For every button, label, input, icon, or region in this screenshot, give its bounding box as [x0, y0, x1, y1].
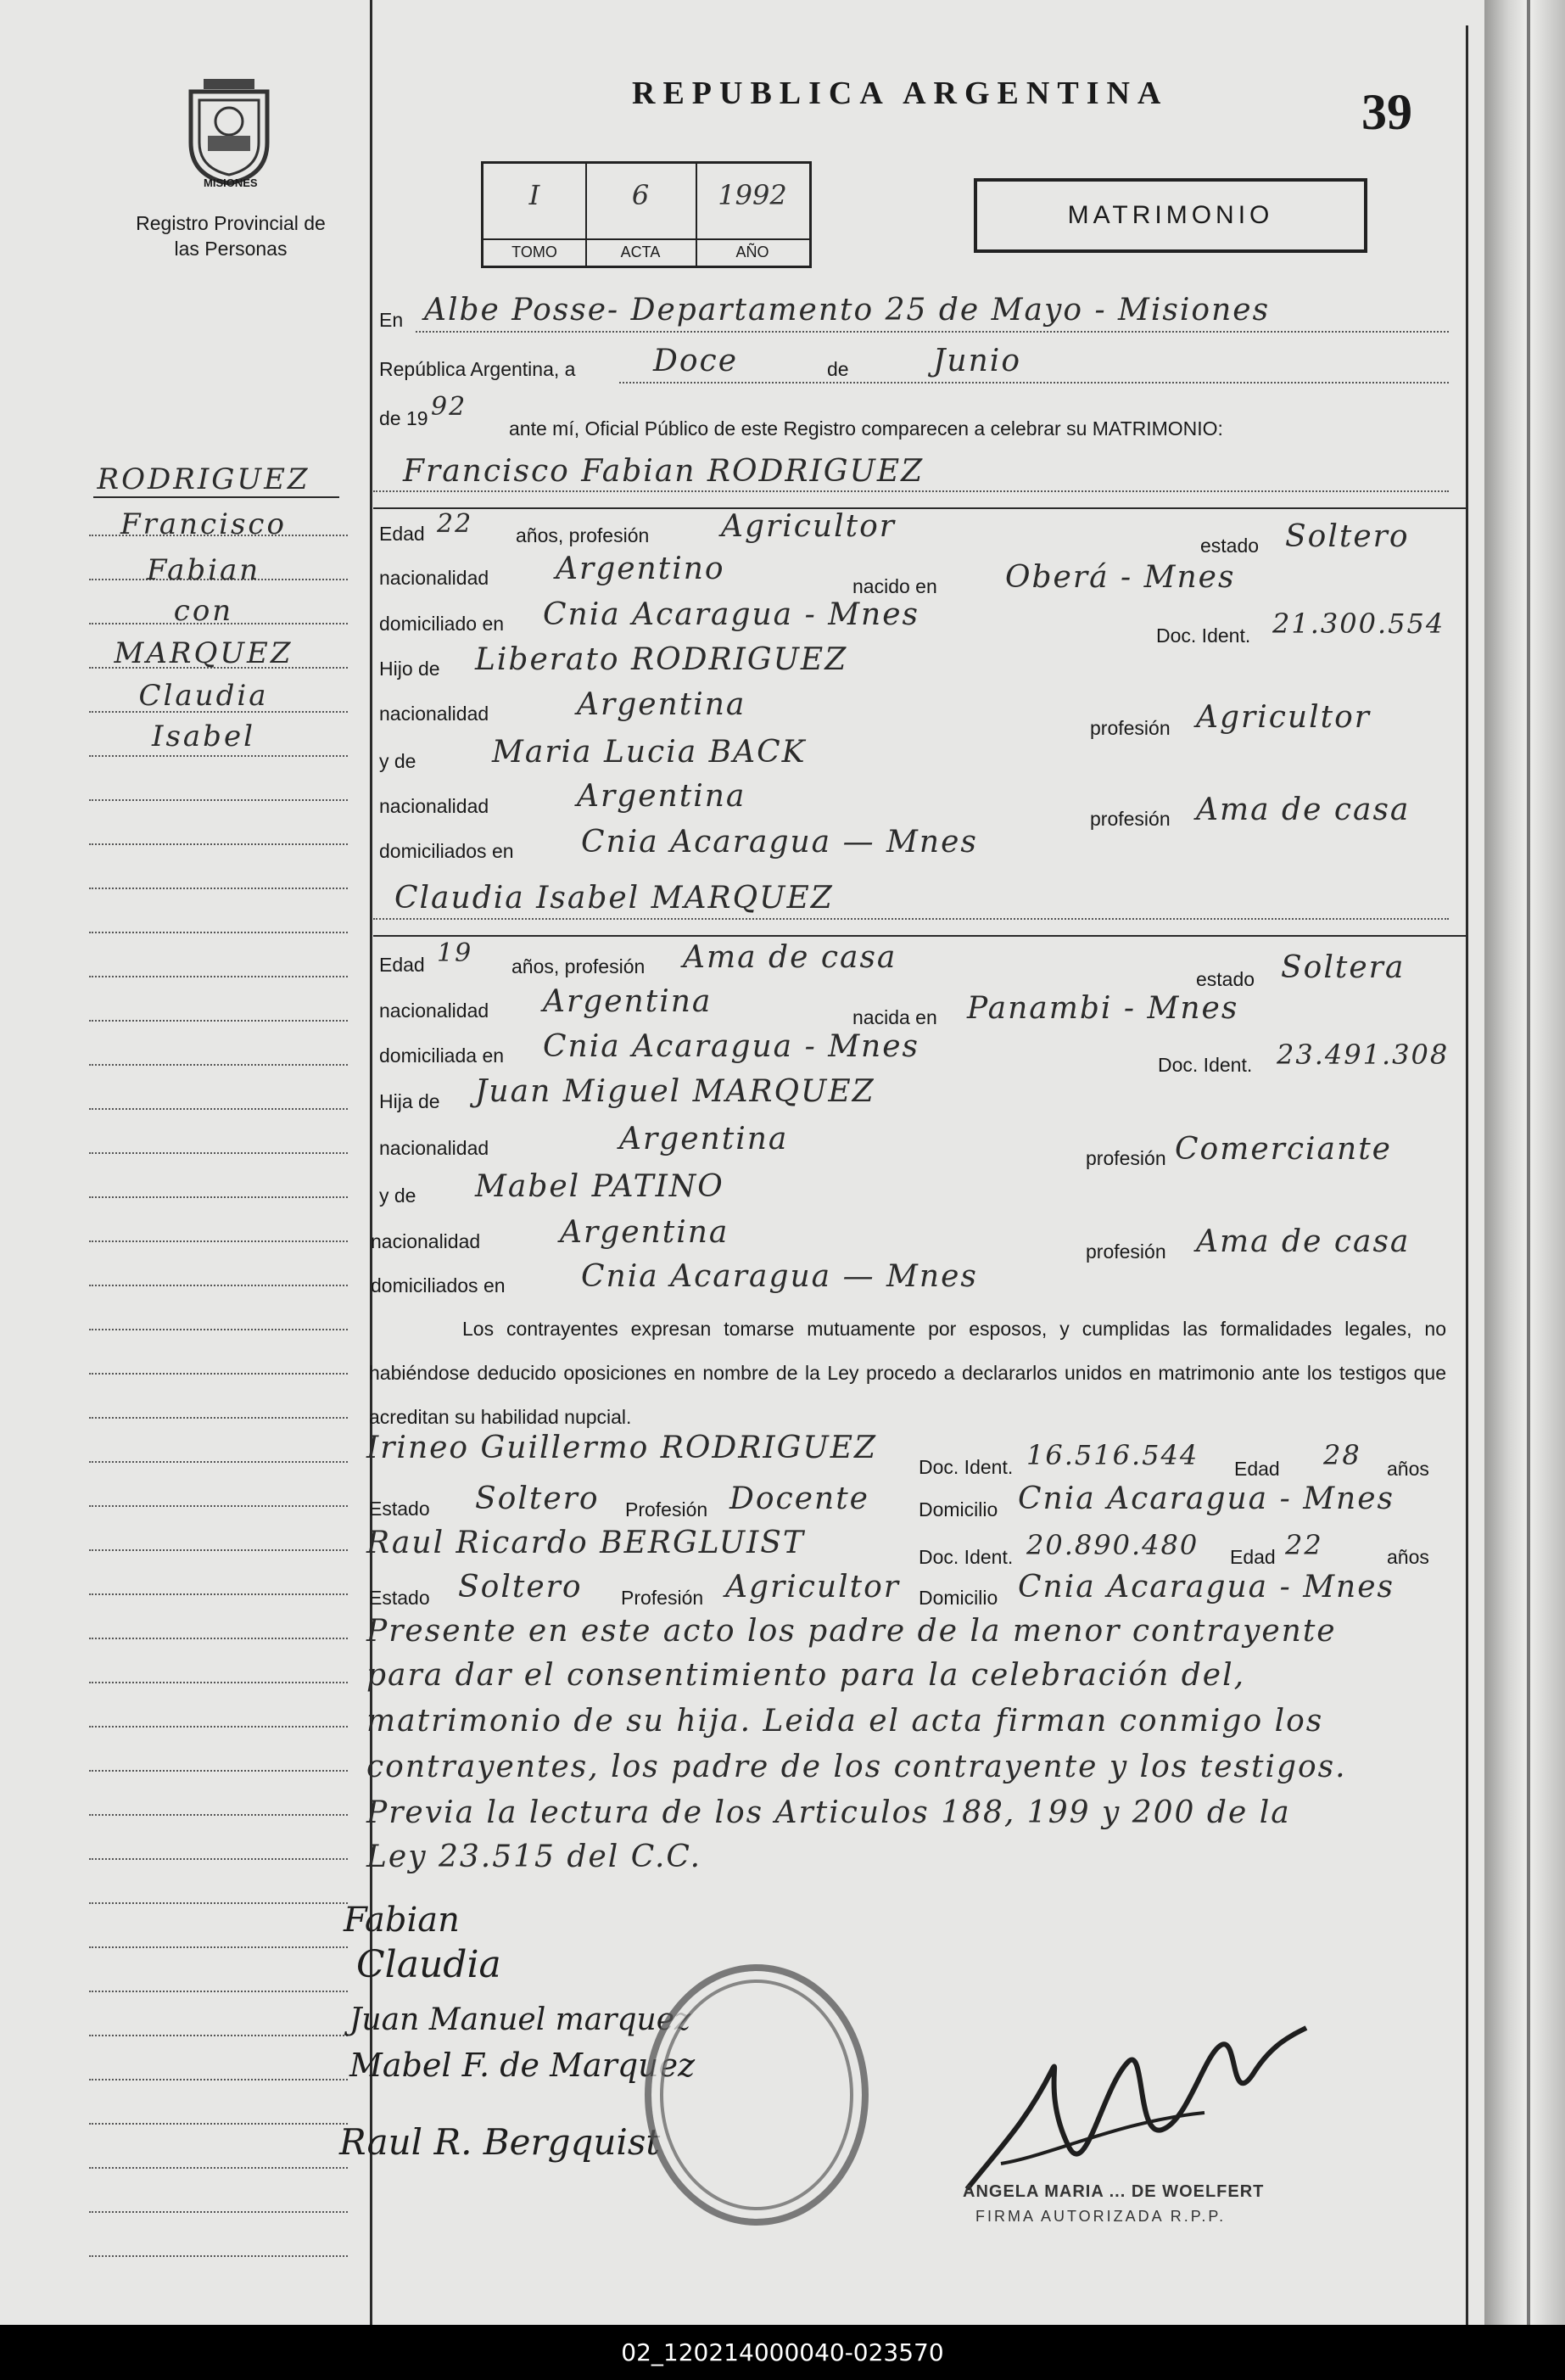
witness2-dom-label: Domicilio — [919, 1587, 998, 1609]
groom-nac: Argentino — [556, 552, 725, 586]
witness2-anos-label: años — [1387, 1546, 1429, 1568]
bride-parents-dom: Cnia Acaragua — Mnes — [581, 1259, 978, 1294]
groom-doc: 21.300.554 — [1272, 608, 1445, 640]
bride-parents-dom-label: domiciliados en — [371, 1274, 506, 1296]
bride-nacida: Panambi - Mnes — [967, 991, 1239, 1026]
intro-text: ante mí, Oficial Público de este Registro comparecen a celebrar su MATRIMONIO: — [509, 417, 1223, 440]
date-line — [619, 382, 1449, 384]
witness2-doc: 20.890.480 — [1026, 1529, 1199, 1561]
margin-ruled-line — [89, 1152, 348, 1154]
witness1-name: Irineo Guillermo RODRIGUEZ — [366, 1431, 878, 1465]
witness2-prof-label: Profesión — [621, 1587, 704, 1609]
groom-nacido: Oberá - Mnes — [1005, 560, 1236, 595]
acta-value: 6 — [631, 179, 650, 211]
groom-father: Liberato RODRIGUEZ — [475, 642, 848, 677]
margin-ruled-line — [89, 1240, 348, 1242]
margin-note-line: Isabel — [152, 720, 255, 753]
margin-ruled-line — [89, 2079, 348, 2080]
margin-note-line: RODRIGUEZ — [97, 462, 310, 496]
bride-mother: Mabel PATINO — [475, 1169, 724, 1204]
groom-doc-label: Doc. Ident. — [1156, 624, 1251, 647]
groom-edad-label: Edad — [379, 523, 425, 545]
declaration-text: Los contrayentes expresan tomarse mutuamente por esposos, y cumplidas las formalidades legales, no habiéndose deducido oposiciones en nombre de la Ley procedo a declararlos unidos en matrimonio ante los testigos que acreditan su habilidad nupcial. — [369, 1318, 1446, 1428]
groom-father-prof-label: profesión — [1090, 717, 1171, 739]
bride-doc: 23.491.308 — [1277, 1039, 1450, 1071]
official-name: ANGELA MARIA ... DE WOELFERT — [963, 2182, 1265, 2201]
official-title: FIRMA AUTORIZADA R.P.P. — [975, 2208, 1227, 2225]
margin-ruled-line — [89, 843, 348, 845]
page-number: 39 — [1361, 84, 1412, 140]
note-line: para dar el consentimiento para la celebración del, — [366, 1658, 1246, 1693]
note-line: Presente en este acto los padre de la menor contrayente — [366, 1614, 1337, 1649]
margin-ruled-line — [89, 1329, 348, 1330]
registry-name: Registro Provincial de las Personas — [136, 212, 326, 260]
groom-estado: Soltero — [1285, 519, 1410, 554]
bride-father: Juan Miguel MARQUEZ — [475, 1074, 875, 1109]
year-suffix: 92 — [431, 392, 467, 422]
margin-ruled-line — [89, 1814, 348, 1816]
witness1-prof: Docente — [729, 1481, 869, 1516]
groom-name-line — [373, 490, 1449, 492]
place-value: Albe Posse- Departamento 25 de Mayo - Misiones — [424, 293, 1271, 328]
bride-mother-label: y de — [379, 1184, 416, 1207]
right-margin-rule — [1466, 25, 1468, 2325]
margin-ruled-line — [89, 1461, 348, 1463]
acta-label: ACTA — [585, 238, 696, 261]
margin-note-line: con — [173, 594, 234, 628]
note-line: Previa la lectura de los Articulos 188, 199 y 200 de la — [366, 1795, 1291, 1830]
anio-cell — [696, 164, 809, 266]
margin-ruled-line — [89, 1858, 348, 1860]
margin-ruled-line — [89, 1902, 348, 1904]
margin-ruled-line — [89, 1285, 348, 1286]
bride-name: Claudia Isabel MARQUEZ — [394, 881, 834, 916]
tomo-value: I — [528, 179, 540, 211]
margin-ruled-line — [89, 755, 348, 757]
signature: Juan Manuel marquez — [349, 2002, 690, 2037]
groom-father-nac: Argentina — [577, 687, 746, 722]
witness2-name: Raul Ricardo BERGLUIST — [366, 1526, 805, 1560]
signature: Claudia — [356, 1943, 501, 1986]
groom-mother-prof: Ama de casa — [1196, 792, 1411, 827]
groom-mother-label: y de — [379, 750, 416, 772]
witness1-anos-label: años — [1387, 1458, 1429, 1480]
witness1-doc-label: Doc. Ident. — [919, 1456, 1014, 1478]
bride-father-nac: Argentina — [619, 1122, 789, 1156]
margin-note-line: Claudia — [138, 679, 269, 713]
groom-father-label: Hijo de — [379, 658, 440, 680]
groom-parents-dom: Cnia Acaragua — Mnes — [581, 825, 978, 860]
page-edge-line — [1527, 0, 1530, 2325]
witness1-dom: Cnia Acaragua - Mnes — [1018, 1481, 1395, 1516]
acta-cell — [585, 164, 697, 266]
margin-ruled-line — [89, 2035, 348, 2036]
misiones-seal-icon — [182, 75, 276, 185]
margin-underline — [93, 496, 339, 498]
bride-dom-label: domiciliada en — [379, 1044, 505, 1067]
groom-mother: Maria Lucia BACK — [492, 735, 807, 770]
bride-mother-prof: Ama de casa — [1196, 1224, 1411, 1259]
margin-note-line: Francisco — [120, 507, 287, 541]
bride-father-prof: Comerciante — [1175, 1132, 1392, 1167]
witness1-dom-label: Domicilio — [919, 1498, 998, 1520]
groom-father-nac-label: nacionalidad — [379, 703, 489, 725]
margin-ruled-line — [89, 799, 348, 801]
margin-ruled-line — [89, 1593, 348, 1595]
margin-ruled-line — [89, 1549, 348, 1551]
margin-ruled-line — [89, 888, 348, 889]
signature: Raul R. Bergquist — [339, 2121, 661, 2163]
margin-ruled-line — [89, 2123, 348, 2125]
witness1-estado: Soltero — [475, 1481, 600, 1516]
bride-father-nac-label: nacionalidad — [379, 1137, 489, 1159]
tomo-cell — [483, 164, 587, 266]
groom-profesion-label: años, profesión — [516, 524, 650, 546]
witness1-doc: 16.516.544 — [1026, 1439, 1199, 1471]
margin-ruled-line — [89, 1020, 348, 1022]
groom-estado-label: estado — [1200, 535, 1260, 557]
groom-mother-nac: Argentina — [577, 779, 746, 814]
witness1-edad-label: Edad — [1234, 1458, 1280, 1480]
margin-ruled-line — [89, 1373, 348, 1375]
witness1-edad: 28 — [1323, 1439, 1361, 1471]
signature: Fabian — [344, 1901, 460, 1940]
bride-mother-nac-label: nacionalidad — [371, 1230, 481, 1252]
anio-label: AÑO — [696, 238, 809, 261]
anio-value: 1992 — [718, 179, 787, 211]
margin-ruled-line — [89, 1417, 348, 1419]
tomo-label: TOMO — [483, 238, 585, 261]
groom-edad: 22 — [437, 509, 473, 539]
groom-father-prof: Agricultor — [1196, 700, 1371, 735]
groom-name: Francisco Fabian RODRIGUEZ — [403, 454, 925, 489]
bride-profesion: Ama de casa — [683, 940, 897, 975]
groom-parents-dom-label: domiciliados en — [379, 840, 514, 862]
groom-dom: Cnia Acaragua - Mnes — [543, 597, 920, 632]
seal-caption: MISIONES — [204, 176, 258, 189]
footer-code: 02_120214000040-023570 — [0, 2325, 1565, 2380]
witness2-estado-label: Estado — [369, 1587, 430, 1609]
margin-ruled-line — [89, 1682, 348, 1683]
margin-ruled-line — [89, 1638, 348, 1639]
margin-ruled-line — [89, 2255, 348, 2257]
groom-divider — [373, 507, 1466, 509]
note-line: Ley 23.515 del C.C. — [366, 1840, 702, 1874]
bride-nac-label: nacionalidad — [379, 1000, 489, 1022]
country-title: REPUBLICA ARGENTINA — [632, 76, 1169, 111]
margin-ruled-line — [89, 976, 348, 977]
margin-ruled-line — [89, 1196, 348, 1198]
bride-doc-label: Doc. Ident. — [1158, 1054, 1253, 1076]
margin-ruled-line — [89, 932, 348, 933]
bride-nac: Argentina — [543, 984, 713, 1019]
bride-name-line — [373, 918, 1449, 920]
witness2-edad: 22 — [1285, 1529, 1323, 1561]
margin-ruled-line — [89, 2211, 348, 2213]
year-prefix: de 19 — [379, 407, 428, 429]
signature: Mabel F. de Marquez — [349, 2047, 696, 2084]
margin-note-line: Fabian — [146, 553, 261, 587]
groom-dom-label: domiciliado en — [379, 613, 505, 635]
bride-edad: 19 — [437, 938, 473, 968]
witness2-prof: Agricultor — [725, 1570, 900, 1604]
bride-father-prof-label: profesión — [1086, 1147, 1166, 1169]
margin-ruled-line — [89, 2167, 348, 2169]
groom-nac-label: nacionalidad — [379, 567, 489, 589]
day-value: Doce — [653, 344, 739, 378]
bride-mother-prof-label: profesión — [1086, 1240, 1166, 1263]
margin-ruled-line — [89, 1770, 348, 1772]
margin-ruled-line — [89, 1064, 348, 1066]
margin-ruled-line — [89, 1505, 348, 1507]
margin-ruled-line — [89, 1726, 348, 1728]
witness2-dom: Cnia Acaragua - Mnes — [1018, 1570, 1395, 1604]
margin-ruled-line — [89, 1946, 348, 1948]
groom-nacido-label: nacido en — [852, 575, 937, 597]
bride-profesion-label: años, profesión — [511, 955, 646, 977]
witness2-estado: Soltero — [458, 1570, 583, 1604]
bride-estado-label: estado — [1196, 968, 1255, 990]
note-line: matrimonio de su hija. Leida el acta firman conmigo los — [366, 1704, 1324, 1739]
month-value: Junio — [933, 344, 1021, 378]
bride-edad-label: Edad — [379, 954, 425, 976]
record-type-box: MATRIMONIO — [974, 178, 1367, 253]
note-line: contrayentes, los padre de los contrayente y los testigos. — [366, 1750, 1347, 1784]
de-label: de — [827, 358, 849, 380]
bride-father-label: Hija de — [379, 1090, 440, 1112]
official-signature-icon — [950, 2019, 1323, 2206]
witness2-edad-label: Edad — [1230, 1546, 1276, 1568]
margin-ruled-line — [89, 1991, 348, 1992]
bride-estado: Soltera — [1281, 950, 1406, 985]
record-number-box — [481, 161, 812, 268]
bride-dom: Cnia Acaragua - Mnes — [543, 1029, 920, 1064]
place-line — [416, 331, 1449, 333]
margin-ruled-line — [89, 1108, 348, 1110]
groom-profesion: Agricultor — [721, 509, 896, 544]
bride-mother-nac: Argentina — [560, 1215, 729, 1250]
official-stamp — [645, 1964, 869, 2226]
bride-nacida-label: nacida en — [852, 1006, 937, 1028]
en-label: En — [379, 309, 404, 331]
witness2-doc-label: Doc. Ident. — [919, 1546, 1014, 1568]
witness1-prof-label: Profesión — [625, 1498, 708, 1520]
groom-mother-nac-label: nacionalidad — [379, 795, 489, 817]
republica-label: República Argentina, a — [379, 358, 576, 380]
page-edge — [1484, 0, 1565, 2325]
bride-divider — [373, 935, 1466, 937]
witness1-estado-label: Estado — [369, 1498, 430, 1520]
margin-note-line: MARQUEZ — [114, 636, 293, 670]
groom-mother-prof-label: profesión — [1090, 808, 1171, 830]
